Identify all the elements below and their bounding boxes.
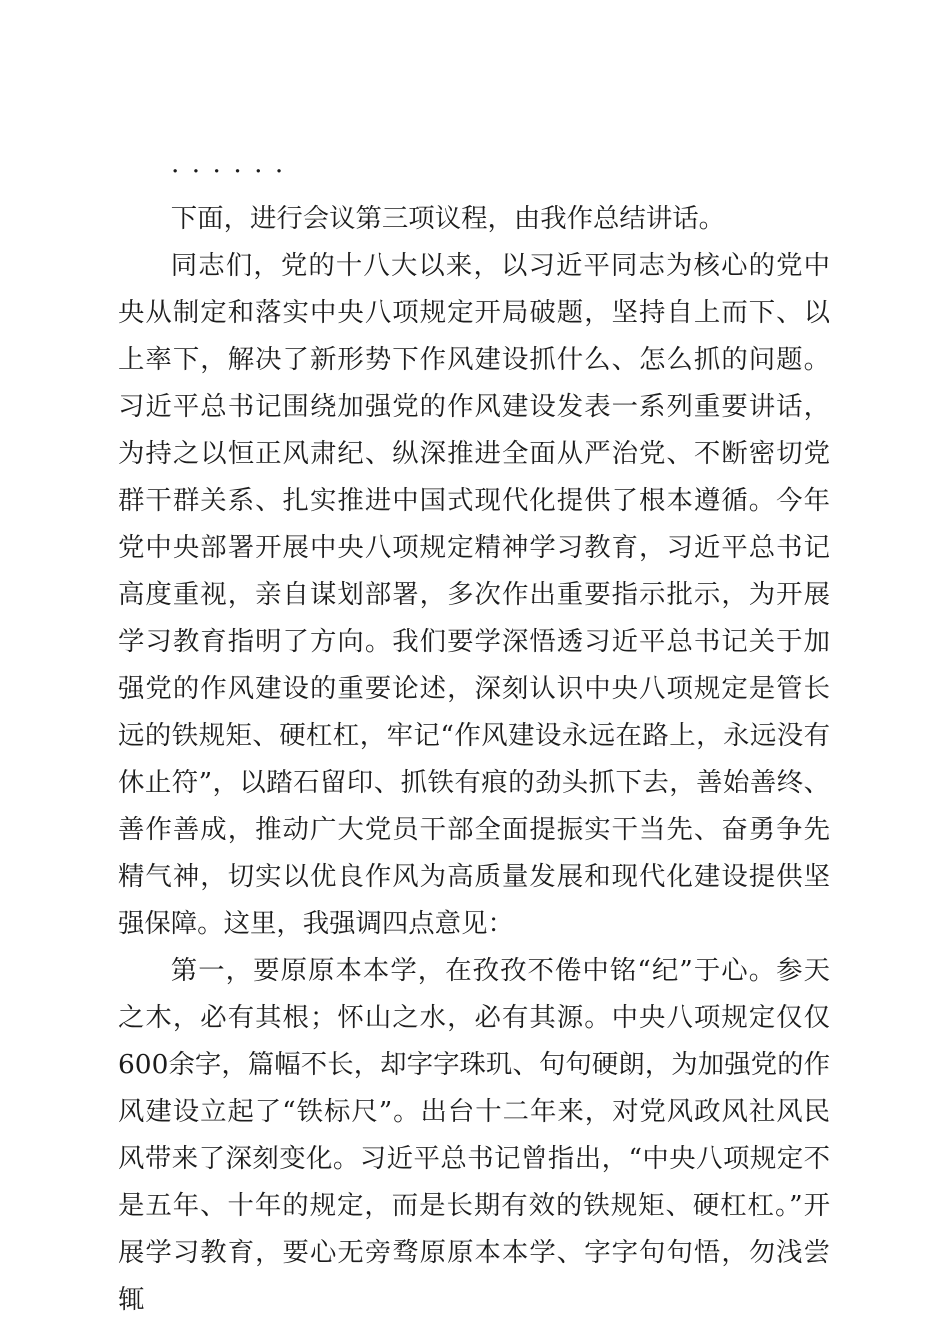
paragraph-point-one: 第一，要原原本本学，在孜孜不倦中铭“纪”于心。参天之木，必有其根；怀山之水，必有其源。中央八项规定仅仅600余字，篇幅不长，却字字珠玑、句句硬朗，为加强党的作风建设立起了“铁标尺”。出台十二年来，对党风政风社风民风带来了深刻变化。习近平总书记曾指出，“中央八项规定不是五年、十年的规定，而是长期有效的铁规矩、硬杠杠。”开展学习教育，要心无旁骛原原本本学、字字句句悟，勿浅尝辄 [118,955,830,1315]
paragraph-intro: 同志们，党的十八大以来，以习近平同志为核心的党中央从制定和落实中央八项规定开局破题，坚持自上而下、以上率下，解决了新形势下作风建设抓什么、怎么抓的问题。习近平总书记围绕加强党的作风建设发表一系列重要讲话，为持之以恒正风肃纪、纵深推进全面从严治党、不断密切党群干群关系、扎实推进中国式现代化提供了根本遵循。今年党中央部署开展中央八项规定精神学习教育，习近平总书记高度重视，亲自谋划部署，多次作出重要指示批示，为开展学习教育指明了方向。我们要学深悟透习近平总书记关于加强党的作风建设的重要论述，深刻认识中央八项规定是管长远的铁规矩、硬杠杠，牢记“作风建设永远在路上，永远没有休止符”，以踏石留印、抓铁有痕的劲头抓下去，善始善终、善作善成，推动广大党员干部全面提振实干当先、奋勇争先精气神，切实以优良作风为高质量发展和现代化建设提供坚强保障。这里，我强调四点意见： [118,250,830,939]
paragraph-agenda: 下面，进行会议第三项议程，由我作总结讲话。 [170,203,725,234]
document-body [118,148,830,1323]
ellipsis-marker: · · · · · · [171,156,286,187]
